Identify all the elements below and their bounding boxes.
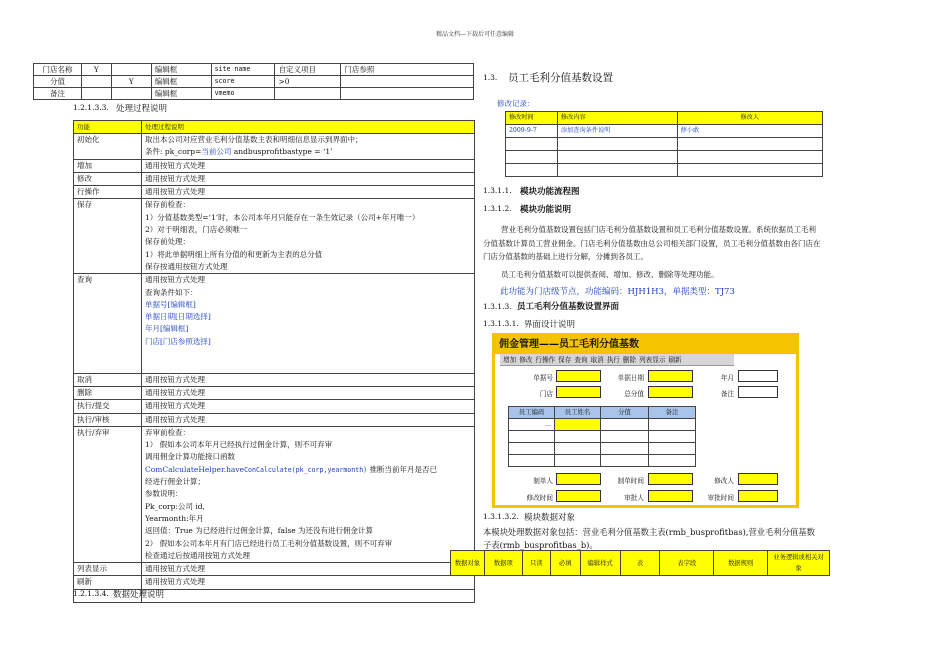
- top-table-cell: score: [211, 76, 275, 88]
- process-desc-cell: [142, 172, 475, 185]
- process-desc-line: [145, 299, 471, 311]
- field-header-cell: 数据项: [484, 551, 522, 576]
- process-desc-line: [145, 387, 471, 399]
- input-bill-date[interactable]: [648, 370, 693, 382]
- process-desc-line: [145, 464, 471, 476]
- label-yearmonth: 年月: [720, 374, 734, 382]
- process-desc-cell: [142, 186, 475, 199]
- desc-highlight: 当前公司: [201, 147, 232, 157]
- grid-cell[interactable]: [649, 419, 696, 431]
- input-memo[interactable]: [738, 386, 778, 398]
- section-title-process: 处理过程说明: [116, 104, 168, 114]
- desc-text: 1）分值基数类型=‘1’时，本公司本年月只能存在一条生效记录（公司+年月唯一）: [145, 212, 420, 222]
- func-paragraph-3: 此功能为门店级节点，功能编码：HJH1H3，单据类型：TJ73: [500, 287, 735, 297]
- process-desc-line: [145, 199, 471, 211]
- process-desc-cell: [142, 386, 475, 399]
- desc-text: 2） 假如本公司本年月有门店已经进行员工毛利分值基数设置，则不可弃审: [145, 538, 393, 548]
- desc-text: 返回值：True 为已经进行过佣金计算，false 为还没有进行佣金计算: [145, 526, 374, 536]
- process-func-cell: 刷新: [74, 576, 142, 589]
- section-number-ui-design: 1.3.1.3.1.: [483, 319, 519, 328]
- grid-header-cell: 分值: [601, 407, 649, 419]
- input-approver[interactable]: [648, 490, 693, 502]
- input-bill-no[interactable]: [556, 370, 601, 382]
- revision-cell: [557, 138, 677, 151]
- input-store[interactable]: [556, 386, 601, 398]
- top-table-cell: 备注: [34, 88, 82, 100]
- top-table-row: [34, 76, 474, 88]
- process-desc-cell: [142, 134, 475, 160]
- process-desc-line: [145, 146, 471, 158]
- desc-text: 2）对于明细表，门店必须唯一: [145, 225, 248, 235]
- input-modify-time[interactable]: [556, 490, 601, 502]
- section-title-data: 数据处理说明: [113, 590, 165, 600]
- label-approver: 审批人: [624, 494, 644, 502]
- desc-text: 通用按钮方式处理: [145, 160, 205, 170]
- process-func-cell: 保存: [74, 199, 142, 274]
- process-desc-line: [145, 348, 471, 360]
- section-title-ui: 员工毛利分值基数设置界面: [517, 302, 620, 312]
- desc-text: 检查通过后按通用按钮方式处理: [145, 550, 250, 560]
- revision-cell: [677, 138, 822, 151]
- section-number-data: 1.2.1.3.4.: [73, 589, 109, 598]
- top-table-cell: 自定义项目: [275, 64, 341, 76]
- obj-paragraph: 本模块处理数据对象包括：营业毛利分值基数主表(rmb_busprofitbas),营业毛利分值基数子表(rmb_busprofitbas_b)。: [483, 527, 815, 550]
- process-desc-line: [145, 550, 471, 562]
- process-table-row: [74, 400, 475, 413]
- desc-text: 经进行佣金计算；: [145, 477, 205, 487]
- desc-highlight: ComCalculateHelper.have: [145, 464, 245, 474]
- desc-text: 通用按钮方式处理: [145, 374, 205, 384]
- revision-cell: 薛小敢: [677, 125, 822, 138]
- field-header-cell: 数据规则: [714, 551, 768, 576]
- process-table-row: [74, 172, 475, 185]
- desc-text: 保存按通用按钮方式处理: [145, 261, 228, 271]
- top-table-cell: [275, 88, 341, 100]
- desc-text: 参数说明：: [145, 489, 183, 499]
- section-number-main: 1.3.: [483, 73, 498, 82]
- process-table-row: [74, 413, 475, 426]
- top-table-cell: 门店名称: [34, 64, 82, 76]
- process-desc-cell: [142, 199, 475, 274]
- revision-row: [506, 138, 823, 151]
- grid-cell[interactable]: [601, 419, 649, 431]
- desc-text-tail: andbusprofitbastype = ‘1’: [231, 147, 333, 157]
- field-spec-table-top: [33, 63, 474, 100]
- section-number-obj: 1.3.1.3.2.: [483, 512, 519, 521]
- process-table-row: [74, 186, 475, 199]
- desc-text: 1）将此单据明细上所有分值的和更新为主表的总分值: [145, 249, 323, 259]
- process-desc-line: [145, 173, 471, 185]
- grid-cell[interactable]: [555, 443, 601, 455]
- grid-row[interactable]: [509, 455, 696, 467]
- process-desc-cell: [142, 413, 475, 426]
- desc-text: Yearmonth:年月: [145, 513, 204, 523]
- process-table-row: [74, 134, 475, 160]
- grid-cell[interactable]: [649, 443, 696, 455]
- revision-cell: [557, 164, 677, 177]
- section-title-flow: 模块功能流程图: [520, 187, 580, 197]
- func-paragraph-2: 员工毛利分值基数可以提供查阅、增加、修改、删除等处理功能。: [501, 270, 719, 279]
- process-desc-line: [145, 336, 471, 348]
- process-desc-line: [145, 427, 471, 439]
- revision-header-cell: 修改人: [677, 112, 822, 125]
- desc-text: 1） 假如本公司本年月已经执行过佣金计算，则不可弃审: [145, 440, 333, 450]
- process-desc-cell: [142, 159, 475, 172]
- process-table-row: [74, 563, 475, 576]
- revision-cell: 2009-9-7: [506, 125, 558, 138]
- func-paragraph-1: 营业毛利分值基数设置包括门店毛利分值基数设置和员工毛利分值基数设置。系统依据员工毛利分值基数计算员工营业佣金。门店毛利分值基数由总公司相关部门设置，员工毛利分值基数由各门店在门店分值基数的基础上进行分解，分摊到各员工。: [483, 225, 821, 261]
- revision-row: [506, 151, 823, 164]
- desc-text: 取出本公司对应营业毛利分值基数主表和明细信息显示到界面中；: [145, 135, 363, 144]
- grid-cell[interactable]: [509, 443, 555, 455]
- process-desc-line: [145, 160, 471, 172]
- section-title-ui-design: 界面设计说明: [524, 320, 576, 330]
- desc-text: 调用佣金计算功能接口函数: [145, 452, 235, 462]
- desc-highlight: 单据日期[日期选择]: [145, 312, 211, 322]
- section-title-func: 模块功能说明: [520, 205, 572, 215]
- mockup-toolbar: [500, 354, 734, 366]
- process-func-cell: 列表显示: [74, 563, 142, 576]
- process-desc-line: [145, 439, 471, 451]
- toolbar-button[interactable]: 查询: [574, 356, 588, 364]
- process-desc-line: [145, 311, 471, 323]
- grid-cell[interactable]: [601, 455, 649, 467]
- grid-row[interactable]: [509, 431, 696, 443]
- label-modifier: 修改人: [714, 477, 734, 485]
- process-desc-line: [145, 287, 471, 299]
- top-table-row: [34, 88, 474, 100]
- process-desc-line: [145, 236, 471, 248]
- process-func-cell: 执行/提交: [74, 400, 142, 413]
- revision-cell: [677, 151, 822, 164]
- section-title-obj: 模块数据对象: [524, 513, 576, 523]
- section-number-process: 1.2.1.3.3.: [73, 103, 109, 112]
- process-desc-cell: [142, 274, 475, 373]
- revision-table: [505, 111, 823, 177]
- desc-text: 保存前处理：: [145, 237, 190, 247]
- process-table-row: [74, 159, 475, 172]
- grid-header-cell: 员工编码: [509, 407, 555, 419]
- revision-header-cell: 修改时间: [506, 112, 558, 125]
- process-desc-cell: [142, 400, 475, 413]
- top-table-cell: [81, 88, 111, 100]
- process-desc-line: [145, 274, 471, 286]
- toolbar-button[interactable]: 执行: [606, 356, 620, 364]
- process-table-row: [74, 426, 475, 562]
- desc-text: 通用按钮方式处理: [145, 275, 205, 285]
- process-func-cell: 增加: [74, 159, 142, 172]
- desc-text: 通用按钮方式处理: [145, 187, 205, 197]
- grid-cell[interactable]: [555, 455, 601, 467]
- top-table-cell: [111, 88, 151, 100]
- label-maker: 制单人: [533, 477, 553, 485]
- process-desc-line: [145, 525, 471, 537]
- process-desc-line: [145, 323, 471, 335]
- process-func-cell: 行操作: [74, 186, 142, 199]
- grid-cell[interactable]: [649, 431, 696, 443]
- revision-cell: [506, 138, 558, 151]
- field-header-cell: 只读: [522, 551, 550, 576]
- section-title-main: 员工毛利分值基数设置: [508, 72, 613, 84]
- field-header-cell: 必填: [550, 551, 580, 576]
- section-number-func: 1.3.1.2.: [483, 204, 512, 213]
- process-desc-line: [145, 538, 471, 550]
- process-desc-cell: [142, 589, 475, 602]
- toolbar-button[interactable]: 取消: [590, 356, 604, 364]
- process-func-cell: 修改: [74, 172, 142, 185]
- process-func-cell: 执行/弃审: [74, 426, 142, 562]
- process-desc-line: [145, 400, 471, 412]
- grid-header-cell: 员工姓名: [555, 407, 601, 419]
- field-header-cell: 数据对象: [451, 551, 485, 576]
- desc-text: 通用按钮方式处理: [145, 564, 205, 574]
- header-desc: 处理过程说明: [142, 121, 475, 134]
- top-table-cell: [81, 76, 111, 88]
- desc-text: 通用按钮方式处理: [145, 577, 205, 587]
- toolbar-button[interactable]: 保存: [558, 356, 572, 364]
- process-func-cell: 取消: [74, 373, 142, 386]
- revision-cell: [506, 151, 558, 164]
- process-func-cell: 删除: [74, 386, 142, 399]
- label-total: 总分值: [624, 390, 644, 398]
- header-func: 功能: [74, 121, 142, 134]
- process-func-cell: 查询: [74, 274, 142, 373]
- process-desc-line: [145, 374, 471, 386]
- process-desc-cell: [142, 373, 475, 386]
- desc-text: 通用按钮方式处理: [145, 401, 205, 411]
- desc-highlight: 年月[编辑框]: [145, 324, 189, 334]
- process-table-header: [74, 121, 475, 134]
- desc-highlight: 单据号[编辑框]: [145, 299, 196, 309]
- toolbar-button[interactable]: 刷新: [668, 356, 682, 364]
- process-desc-line: [145, 513, 471, 525]
- top-table-cell: vmemo: [211, 88, 275, 100]
- toolbar-button[interactable]: 删除: [622, 356, 637, 364]
- revision-label: 修改记录：: [497, 99, 535, 108]
- revision-row: [506, 164, 823, 177]
- process-table-row: [74, 274, 475, 373]
- process-table: [73, 120, 475, 603]
- process-table-row: [74, 373, 475, 386]
- revision-header-cell: 修改内容: [557, 112, 677, 125]
- label-store: 门店: [539, 390, 553, 398]
- input-total[interactable]: [648, 386, 693, 398]
- top-table-cell: [111, 64, 151, 76]
- revision-header: [506, 112, 823, 125]
- process-desc-line: [145, 261, 471, 273]
- label-make-time: 制单时间: [617, 477, 644, 485]
- desc-text-tail: 推断当前年月是否已: [367, 464, 438, 474]
- top-table-cell: 分值: [34, 76, 82, 88]
- desc-text: 通用按钮方式处理: [145, 414, 205, 424]
- mockup-grid[interactable]: [508, 406, 696, 467]
- process-desc-cell: [142, 576, 475, 589]
- process-desc-line: [145, 590, 471, 602]
- top-table-cell: 编辑框: [151, 64, 211, 76]
- process-table-row: [74, 199, 475, 274]
- top-table-cell: 门店参照: [341, 64, 474, 76]
- revision-cell: [506, 164, 558, 177]
- process-desc-line: [145, 249, 471, 261]
- toolbar-button[interactable]: 修改: [519, 356, 533, 364]
- label-bill-date: 单据日期: [617, 374, 644, 382]
- revision-cell: 添加查询条件说明: [557, 125, 677, 138]
- revision-row: [506, 125, 823, 138]
- process-desc-line: [145, 414, 471, 426]
- grid-cell[interactable]: [649, 455, 696, 467]
- toolbar-button[interactable]: 行操作: [535, 356, 556, 364]
- process-desc-line: [145, 488, 471, 500]
- process-func-cell: 执行/审核: [74, 413, 142, 426]
- desc-text: 通用按钮方式处理: [145, 387, 205, 397]
- revision-cell: [557, 151, 677, 164]
- top-table-cell: site name: [211, 64, 275, 76]
- top-table-cell: [341, 76, 474, 88]
- process-desc-line: [145, 563, 471, 575]
- desc-text: 通用按钮方式处理: [145, 173, 205, 183]
- field-header-cell: 业务逻辑或相关对象: [768, 551, 830, 576]
- grid-cell[interactable]: [509, 431, 555, 443]
- grid-cell[interactable]: ...: [509, 419, 555, 431]
- mockup-title: 佣金管理——员工毛利分值基数: [495, 336, 796, 354]
- grid-cell[interactable]: [601, 443, 649, 455]
- field-header-cell: 表: [620, 551, 660, 576]
- desc-text: 保存前检查：: [145, 200, 190, 210]
- process-desc-cell: [142, 563, 475, 576]
- grid-cell[interactable]: [509, 455, 555, 467]
- desc-text: 弃审前检查：: [145, 427, 190, 437]
- process-table-row: [74, 386, 475, 399]
- desc-text: 查询条件如下：: [145, 287, 198, 297]
- label-modify-time: 修改时间: [526, 494, 553, 502]
- top-table-cell: 编辑框: [151, 88, 211, 100]
- grid-row[interactable]: [509, 419, 696, 431]
- process-func-cell: 初始化: [74, 134, 142, 160]
- input-approve-time[interactable]: [738, 490, 778, 502]
- input-modifier[interactable]: [738, 473, 778, 485]
- section-number-flow: 1.3.1.1.: [483, 186, 512, 195]
- input-make-time[interactable]: [648, 473, 693, 485]
- desc-code: ConCalculate(pk_corp,yearmonth): [244, 465, 368, 474]
- process-desc-line: [145, 224, 471, 236]
- top-table-row: [34, 64, 474, 76]
- grid-cell[interactable]: [555, 431, 601, 443]
- desc-highlight: 门店[门店参照选择]: [145, 336, 211, 346]
- toolbar-button[interactable]: 列表显示: [639, 356, 666, 364]
- ui-mockup: [492, 333, 799, 508]
- field-header-cell: 表字段: [660, 551, 714, 576]
- section-number-ui: 1.3.1.3.: [483, 302, 512, 311]
- process-desc-line: [145, 212, 471, 224]
- input-yearmonth[interactable]: [738, 370, 778, 382]
- field-spec-table-header: [450, 550, 830, 576]
- grid-cell[interactable]: [555, 419, 601, 431]
- label-memo: 备注: [720, 390, 734, 398]
- page-header-note: 精品文档---下载后可任意编辑: [435, 31, 515, 38]
- process-desc-line: [145, 501, 471, 513]
- input-maker[interactable]: [556, 473, 601, 485]
- process-desc-line: [145, 476, 471, 488]
- process-desc-line: [145, 134, 471, 146]
- label-approve-time: 审批时间: [707, 494, 734, 502]
- grid-cell[interactable]: [601, 431, 649, 443]
- top-table-cell: >0: [275, 76, 341, 88]
- desc-text: 条件: pk_corp=: [145, 147, 202, 157]
- toolbar-button[interactable]: 增加: [503, 356, 517, 364]
- label-bill-no: 单据号: [533, 374, 553, 382]
- process-desc-line: [145, 451, 471, 463]
- process-desc-cell: [142, 426, 475, 562]
- grid-header-cell: 备注: [649, 407, 696, 419]
- grid-row[interactable]: [509, 443, 696, 455]
- top-table-cell: Y: [111, 76, 151, 88]
- top-table-cell: 编辑框: [151, 76, 211, 88]
- grid-header: [509, 407, 696, 419]
- process-desc-line: [145, 576, 471, 588]
- process-desc-line: [145, 360, 471, 372]
- desc-text: Pk_corp:公司 id,: [145, 501, 205, 511]
- top-table-cell: Y: [81, 64, 111, 76]
- revision-cell: [677, 164, 822, 177]
- top-table-cell: [341, 88, 474, 100]
- process-desc-line: [145, 186, 471, 198]
- field-header-cell: 编辑样式: [580, 551, 620, 576]
